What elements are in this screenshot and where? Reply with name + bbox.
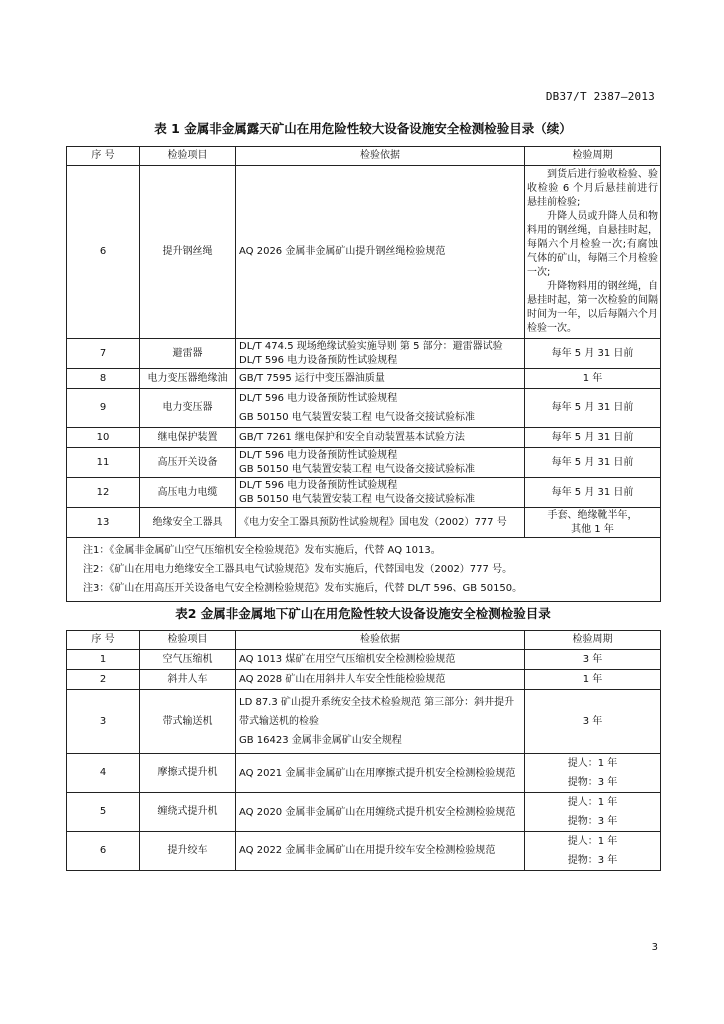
table-note: 注2：《矿山在用电力绝缘安全工器具电气试验规范》发布实施后，代替国电发（2002）777 号。: [83, 564, 513, 575]
row-no: 5: [67, 793, 140, 832]
row-period: 3 年: [525, 690, 661, 754]
row-item: 斜井人车: [140, 670, 236, 690]
col-header-no: 序 号: [67, 631, 140, 650]
row-no: 2: [67, 670, 140, 690]
col-header-item: 检验项目: [140, 631, 236, 650]
basis-line: AQ 2020 金属非金属矿山在用缠绕式提升机安全检测检验规范: [239, 806, 516, 818]
row-no: 6: [67, 166, 140, 339]
basis-line: GB 50150 电气装置安装工程 电气设备交接试验标准: [239, 412, 475, 423]
basis-line: 《电力安全工器具预防性试验规程》国电发（2002）777 号: [239, 516, 507, 528]
basis-line: DL/T 474.5 现场绝缘试验实施导则 第 5 部分：避雷器试验: [239, 340, 503, 352]
row-no: 4: [67, 754, 140, 793]
period-line: 提物：3 年: [567, 816, 618, 827]
table1: [66, 146, 661, 602]
row-item: 带式输送机: [140, 690, 236, 754]
table2-title: 表2 金属非金属地下矿山在用危险性较大设备设施安全检测检验目录: [175, 606, 551, 621]
row-period: 每年 5 月 31 日前: [525, 478, 661, 508]
table-note: 注3：《矿山在用高压开关设备电气安全检测检验规范》发布实施后，代替 DL/T 596、GB 50150。: [83, 583, 523, 594]
basis-line: GB/T 7261 继电保护和安全自动装置基本试验方法: [239, 431, 465, 443]
col-header-no: 序 号: [67, 147, 140, 166]
row-basis: [236, 478, 525, 508]
row-basis: [236, 428, 525, 448]
row-period: 每年 5 月 31 日前: [525, 389, 661, 428]
row-item: 避雷器: [140, 339, 236, 369]
row-period: 1 年: [525, 369, 661, 389]
period-line: 提物：3 年: [567, 777, 618, 788]
row-no: 7: [67, 339, 140, 369]
row-no: 11: [67, 448, 140, 478]
row-no: 13: [67, 508, 140, 538]
row-no: 12: [67, 478, 140, 508]
row-basis: [236, 369, 525, 389]
row-period: 每年 5 月 31 日前: [525, 448, 661, 478]
row-item: 电力变压器: [140, 389, 236, 428]
col-header-basis: 检验依据: [236, 631, 525, 650]
basis-line: GB/T 7595 运行中变压器油质量: [239, 372, 385, 384]
row-item: 摩擦式提升机: [140, 754, 236, 793]
col-header-period: 检验周期: [525, 147, 661, 166]
row-basis: [236, 793, 525, 832]
row-basis: [236, 448, 525, 478]
basis-line: GB 16423 金属非金属矿山安全规程: [239, 735, 402, 746]
period-line: 提人：1 年: [567, 758, 618, 769]
period-line: 提人：1 年: [567, 836, 618, 847]
table-row: [67, 793, 661, 832]
row-item: 缠绕式提升机: [140, 793, 236, 832]
table2-header-row: [67, 631, 661, 650]
row-period: [525, 793, 661, 832]
table-row: [67, 369, 661, 389]
basis-line: GB 50150 电气装置安装工程 电气设备交接试验标准: [239, 493, 475, 505]
row-basis: [236, 650, 525, 670]
basis-line: AQ 2028 矿山在用斜井人车安全性能检验规范: [239, 673, 446, 685]
row-no: 6: [67, 832, 140, 871]
period-line: 提人：1 年: [567, 797, 618, 808]
period-line: 升降物料用的钢丝绳，自悬挂时起，第一次检验的间隔时间为一年，以后每隔六个月检验一次。: [527, 281, 658, 334]
basis-line: DL/T 596 电力设备预防性试验规程: [239, 449, 398, 461]
row-period: [525, 754, 661, 793]
row-no: 8: [67, 369, 140, 389]
period-line: 到货后进行验收检验、验收检验 6 个月后悬挂前进行悬挂前检验;: [527, 169, 658, 208]
standard-code: DB37/T 2387—2013: [545, 90, 655, 103]
period-line: 手套、绝缘靴半年，: [547, 509, 638, 521]
table-row: [67, 690, 661, 754]
table-row: [67, 670, 661, 690]
row-item: 继电保护装置: [140, 428, 236, 448]
basis-line: GB 50150 电气装置安装工程 电气设备交接试验标准: [239, 463, 475, 475]
table-row: [67, 428, 661, 448]
row-basis: [236, 166, 525, 339]
row-item: 高压电力电缆: [140, 478, 236, 508]
table-row: [67, 339, 661, 369]
col-header-period: 检验周期: [525, 631, 661, 650]
table-row: [67, 166, 661, 339]
row-basis: [236, 754, 525, 793]
row-no: 10: [67, 428, 140, 448]
row-basis: [236, 508, 525, 538]
period-line: 升降人员或升降人员和物料用的钢丝绳，自悬挂时起，每隔六个月检验一次;有腐蚀气体的矿山，每隔三个月检验一次;: [527, 211, 658, 278]
table2: [66, 630, 661, 871]
basis-line: DL/T 596 电力设备预防性试验规程: [239, 354, 398, 366]
table-row: [67, 754, 661, 793]
row-item: 空气压缩机: [140, 650, 236, 670]
table-row: [67, 508, 661, 538]
row-period: 3 年: [525, 650, 661, 670]
basis-line: AQ 2021 金属非金属矿山在用摩擦式提升机安全检测检验规范: [239, 767, 516, 779]
row-period: [525, 166, 661, 339]
basis-line: DL/T 596 电力设备预防性试验规程: [239, 393, 398, 404]
row-period: 1 年: [525, 670, 661, 690]
row-basis: [236, 832, 525, 871]
table-row: [67, 448, 661, 478]
row-item: 提升绞车: [140, 832, 236, 871]
row-basis: [236, 389, 525, 428]
basis-line: AQ 2026 金属非金属矿山提升钢丝绳检验规范: [239, 246, 446, 257]
row-no: 1: [67, 650, 140, 670]
table1-title: 表 1 金属非金属露天矿山在用危险性较大设备设施安全检测检验目录（续）: [154, 121, 572, 136]
basis-line: AQ 1013 煤矿在用空气压缩机安全检测检验规范: [239, 653, 456, 665]
table1-notes: [67, 538, 661, 602]
row-no: 3: [67, 690, 140, 754]
row-period: [525, 508, 661, 538]
period-line: 提物：3 年: [567, 855, 618, 866]
basis-line: DL/T 596 电力设备预防性试验规程: [239, 479, 398, 491]
table1-notes-row: [67, 538, 661, 602]
table-row: [67, 650, 661, 670]
table-row: [67, 478, 661, 508]
page-number: 3: [651, 942, 658, 953]
period-line: 其他 1 年: [571, 523, 614, 535]
col-header-item: 检验项目: [140, 147, 236, 166]
table-note: 注1：《金属非金属矿山空气压缩机安全检验规范》发布实施后，代替 AQ 1013。: [83, 545, 441, 556]
row-basis: [236, 670, 525, 690]
row-period: 每年 5 月 31 日前: [525, 339, 661, 369]
row-item: 高压开关设备: [140, 448, 236, 478]
row-item: 电力变压器绝缘油: [140, 369, 236, 389]
row-basis: [236, 690, 525, 754]
col-header-basis: 检验依据: [236, 147, 525, 166]
basis-line: LD 87.3 矿山提升系统安全技术检验规范 第三部分：斜井提升带式输送机的检验: [239, 697, 515, 727]
row-basis: [236, 339, 525, 369]
row-no: 9: [67, 389, 140, 428]
table-row: [67, 389, 661, 428]
row-item: 提升钢丝绳: [140, 166, 236, 339]
row-item: 绝缘安全工器具: [140, 508, 236, 538]
basis-line: AQ 2022 金属非金属矿山在用提升绞车安全检测检验规范: [239, 845, 496, 856]
table1-header-row: [67, 147, 661, 166]
table-row: [67, 832, 661, 871]
row-period: [525, 832, 661, 871]
row-period: 每年 5 月 31 日前: [525, 428, 661, 448]
